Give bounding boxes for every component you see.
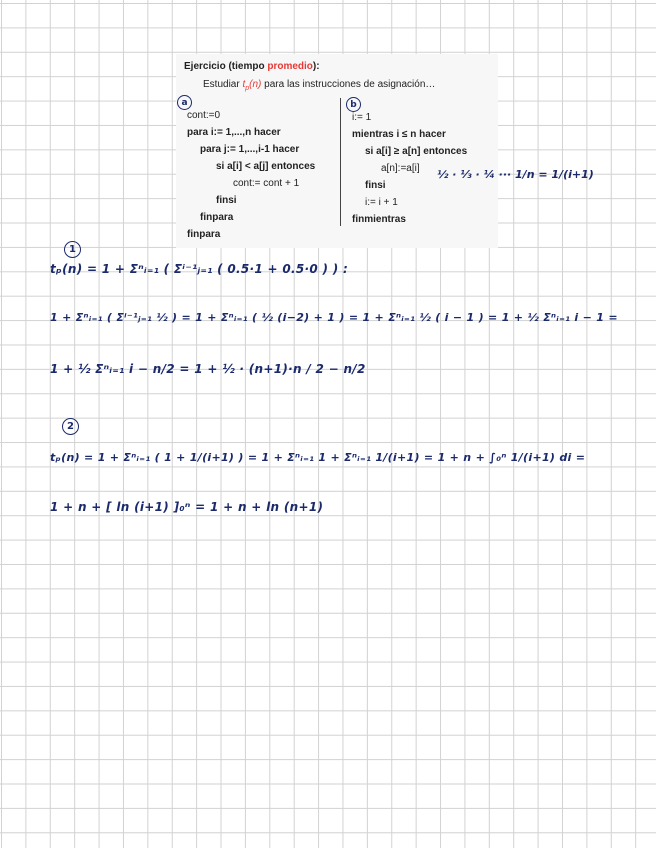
code-a-line-4: si a[i] < a[j] entonces <box>216 161 316 172</box>
subtitle-suffix: para las instrucciones de asignación… <box>261 79 436 90</box>
code-b-line-6: i:= i + 1 <box>365 197 398 208</box>
code-a-line-1: cont:=0 <box>187 110 221 121</box>
code-b-line-4: a[n]:=a[i] <box>381 163 420 174</box>
title-text: Ejercicio (tiempo <box>184 61 268 72</box>
subtitle-text: Estudiar <box>203 79 243 90</box>
subtitle-sub: p <box>245 85 250 92</box>
title-suffix: ): <box>312 61 320 72</box>
marker-1: 1 <box>64 241 81 258</box>
derivation-line-2: 1 + Σⁿᵢ₌₁ ( Σⁱ⁻¹ⱼ₌₁ ½ ) = 1 + Σⁿᵢ₌₁ ( ½ (i−2) + 1 ) = 1 + Σⁿᵢ₌₁ ½ ( i − 1 ) = 1 + ½ Σⁿᵢ₌₁ i − 1 = <box>50 311 618 324</box>
code-a-line-7: finpara <box>200 212 234 223</box>
code-b-line-7: finmientras <box>352 214 406 225</box>
marker-a: a <box>177 95 192 110</box>
marker-2: 2 <box>62 418 79 435</box>
marker-b: b <box>346 97 361 112</box>
derivation-line-4: tₚ(n) = 1 + Σⁿᵢ₌₁ ( 1 + 1/(i+1) ) = 1 + Σⁿᵢ₌₁ 1 + Σⁿᵢ₌₁ 1/(i+1) = 1 + n + ∫₀ⁿ 1/(i+1) di = <box>50 451 586 464</box>
code-b-line-2: mientras i ≤ n hacer <box>352 129 446 140</box>
code-a-line-6: finsi <box>216 195 237 206</box>
exercise-title <box>184 61 320 73</box>
code-b-line-5: finsi <box>365 180 386 191</box>
derivation-line-3: 1 + ½ Σⁿᵢ₌₁ i − n/2 = 1 + ½ · (n+1)·n / 2 − n/2 <box>50 362 366 376</box>
code-a-line-8: finpara <box>187 229 221 240</box>
code-a-line-3: para j:= 1,...,i-1 hacer <box>200 144 300 155</box>
code-b-line-1: i:= 1 <box>352 112 372 123</box>
title-highlight: promedio <box>267 61 313 72</box>
subtitle-func: t <box>242 79 246 90</box>
code-b-annotation: ½ · ⅓ · ¼ ··· 1/n = 1/(i+1) <box>437 168 594 181</box>
code-b-line-3: si a[i] ≥ a[n] entonces <box>365 146 468 157</box>
derivation-line-5: 1 + n + [ ln (i+1) ]₀ⁿ = 1 + n + ln (n+1) <box>50 500 324 514</box>
code-a-line-2: para i:= 1,...,n hacer <box>187 127 281 138</box>
exercise-subtitle <box>203 79 435 95</box>
code-a-line-5: cont:= cont + 1 <box>233 178 300 189</box>
column-divider <box>340 98 341 226</box>
subtitle-arg: (n) <box>249 79 262 90</box>
derivation-line-1: tₚ(n) = 1 + Σⁿᵢ₌₁ ( Σⁱ⁻¹ⱼ₌₁ ( 0.5·1 + 0.5·0 ) ) : <box>50 262 349 276</box>
